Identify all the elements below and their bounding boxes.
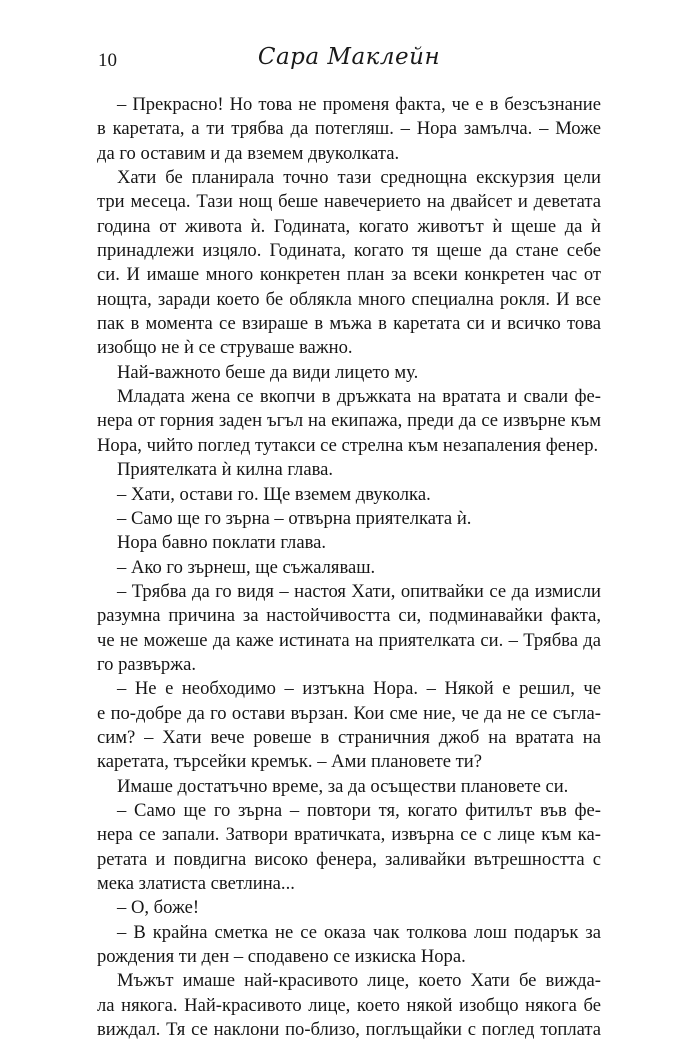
text-line: – О, боже! <box>117 897 200 919</box>
text-line: пак в момента се взираше в мъжа в каретата си и всичко това <box>97 313 601 335</box>
text-line: мека златиста светлина... <box>97 873 295 894</box>
text-line: – Ако го зърнеш, ще съжаляваш. <box>117 556 376 578</box>
text-line: година от живота ѝ. Годината, когато животът ѝ щеше да ѝ <box>97 215 601 237</box>
text-line: – Прекрасно! Но това не променя факта, че е в безсъзнание <box>117 94 601 115</box>
text-line: сим? – Хати вече ровеше в страничния джоб на вратата на <box>97 726 601 748</box>
text-line: виждал. Тя се наклони по-близо, поглъщайки с поглед топлата <box>97 1019 601 1041</box>
text-line: го развържа. <box>97 653 196 675</box>
text-line: – Хати, остави го. Ще вземем двуколка. <box>117 483 431 505</box>
text-line: в каретата, а ти трябва да потегляш. – Нора замълча. – Може <box>97 118 601 140</box>
body-text <box>97 93 601 1042</box>
text-line: каретата, търсейки кремък. – Ами плановете ти? <box>97 751 482 773</box>
text-line: – Само ще го зърна – отвърна приятелката ѝ. <box>117 507 472 529</box>
text-line: разумна причина за настойчивостта си, подминавайки факта, <box>97 605 601 627</box>
text-line: нера от горния заден ъгъл на екипажа, преди да се извърне към <box>97 410 601 432</box>
text-line: три месеца. Тази нощ беше навечерието на двайсет и деветата <box>97 191 601 213</box>
text-line: Младата жена се вкопчи в дръжката на вратата и свали фе- <box>117 386 601 408</box>
text-line: е по-добре да го остави вързан. Кои сме ние, че да не се съгла- <box>97 702 601 724</box>
text-line: рождения ти ден – сподавено се изкиска Нора. <box>97 946 466 968</box>
text-line: Приятелката ѝ килна глава. <box>117 459 334 481</box>
running-head-author: Сара Маклейн <box>257 44 441 70</box>
text-line: Имаше достатъчно време, за да осъществи плановете си. <box>117 775 569 797</box>
text-line: нощта, заради което бе облякла много специална рокля. И все <box>97 288 601 310</box>
text-line: изобщо не ѝ се струваше важно. <box>97 337 353 359</box>
text-line: Най-важното беше да види лицето му. <box>117 361 419 383</box>
text-line: да го оставим и да вземем двуколката. <box>97 142 400 164</box>
text-line: – В крайна сметка не се оказа чак толкова лош подарък за <box>117 921 601 943</box>
text-line: принадлежи изцяло. Годината, когато тя щеше да стане себе <box>97 240 601 262</box>
text-line: – Само ще го зърна – повтори тя, когато фитилът във фе- <box>117 799 601 821</box>
text-line: Мъжът имаше най-красивото лице, което Хати бе виждa- <box>117 970 601 992</box>
text-line: – Не е необходимо – изтъкна Нора. – Някой е решил, че <box>117 678 601 700</box>
text-line: си. И имаше много конкретен план за всеки конкретен час от <box>97 264 601 286</box>
page-number: 10 <box>98 50 117 71</box>
text-line: ла някога. Най-красивото лице, което някой изобщо някога бе <box>97 994 601 1016</box>
text-line: че не можеше да каже истината на приятелката си. – Трябва да <box>97 629 601 651</box>
text-line: – Трябва да го видя – настоя Хати, опитвайки се да измисли <box>117 580 601 602</box>
text-line: Хати бе планирала точно тази среднощна екскурзия цели <box>117 167 601 189</box>
text-line: Нора, чийто поглед тутакси се стрелна към незапаления фенер. <box>97 434 599 456</box>
page-header <box>98 44 600 84</box>
text-line: ретата и повдигна високо фенера, заливайки вътрешността с <box>97 848 601 870</box>
text-line: нера се запали. Затвори вратичката, извърна се с лице към ка- <box>97 824 601 846</box>
text-line: Нора бавно поклати глава. <box>117 532 327 554</box>
